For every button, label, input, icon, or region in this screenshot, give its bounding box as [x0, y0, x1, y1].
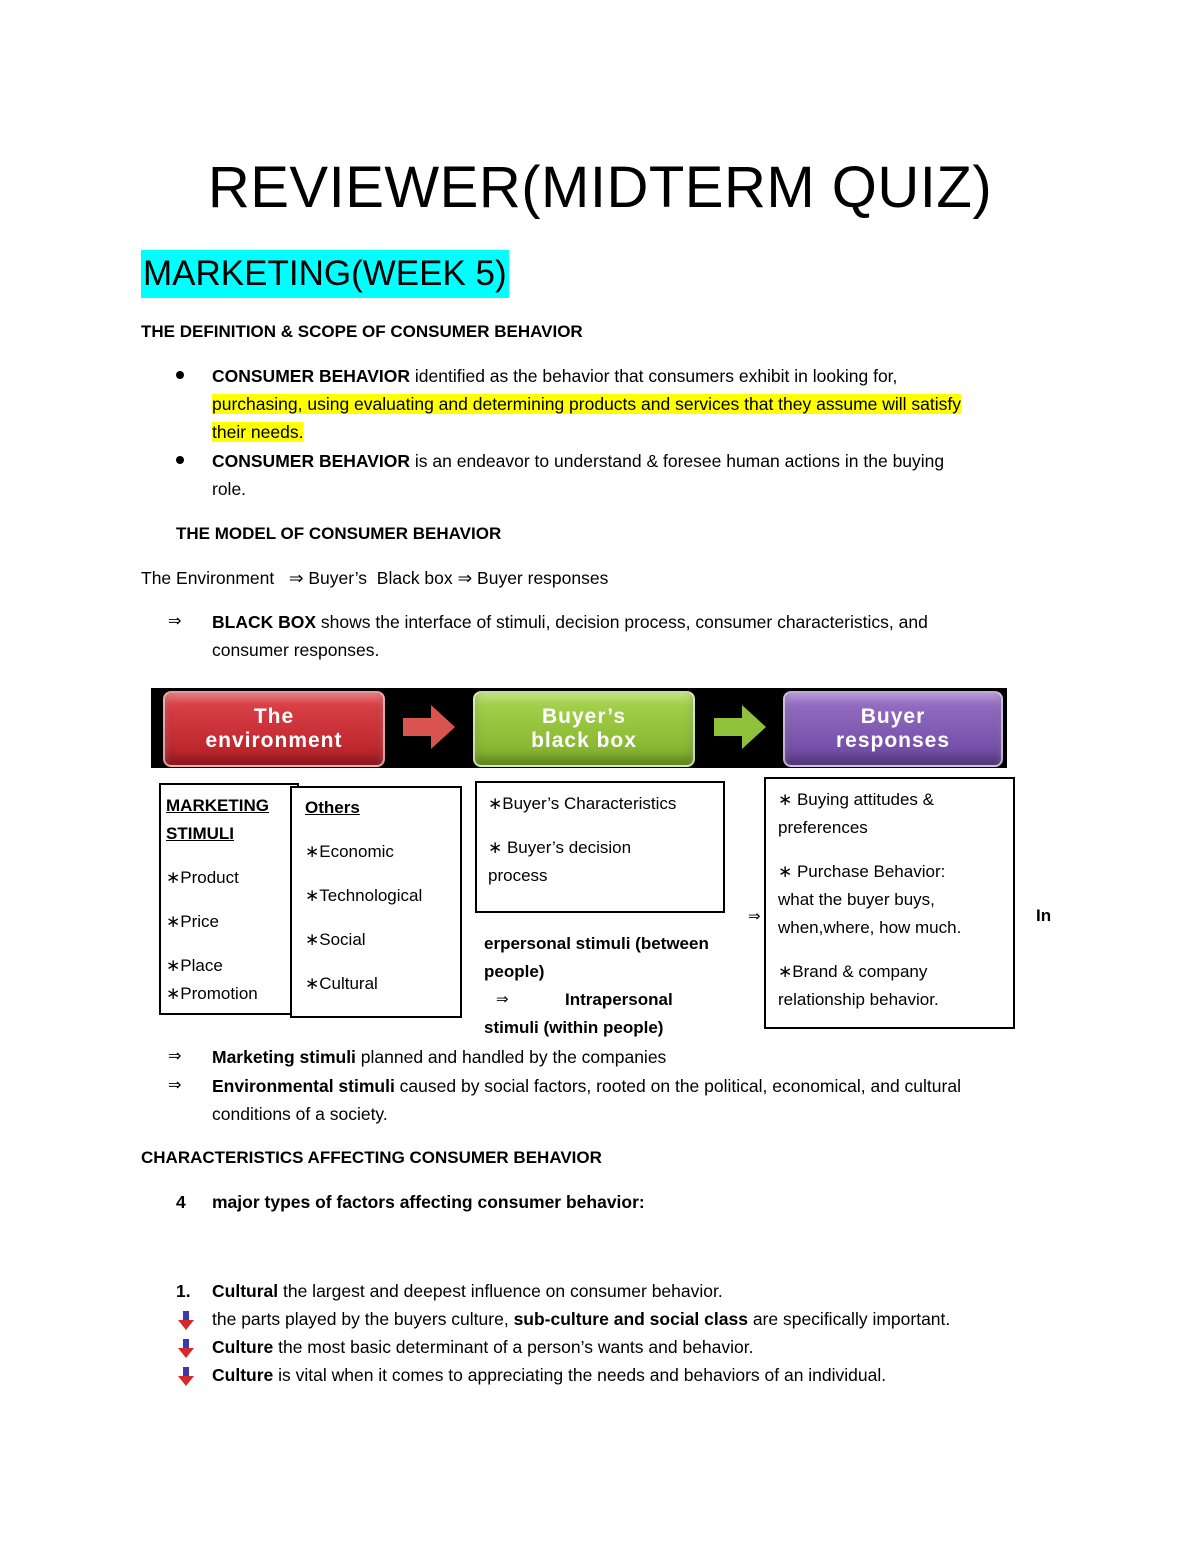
section-heading-characteristics: CHARACTERISTICS AFFECTING CONSUMER BEHAVIOR — [141, 1148, 602, 1167]
response-item: relationship behavior. — [778, 990, 939, 1009]
stimulus-item: ∗Cultural — [305, 974, 378, 993]
response-item: ∗ Buying attitudes & — [778, 790, 934, 809]
response-item: when,where, how much. — [778, 918, 962, 937]
arrow-icon: ⇒ — [168, 1048, 182, 1065]
stimulus-item: ∗Technological — [305, 886, 423, 905]
box-heading: STIMULI — [166, 824, 234, 843]
bullet-icon — [176, 456, 184, 464]
arrow-icon: ⇒ — [168, 1077, 182, 1094]
highlighted-text: purchasing, using evaluating and determining products and services that they assume will satisfy — [212, 394, 962, 414]
definition-text: role. — [212, 479, 247, 499]
right-arrow-icon — [403, 705, 455, 749]
right-arrow-icon — [714, 705, 766, 749]
list-number: 1. — [176, 1281, 191, 1301]
stimulus-item: ∗Product — [166, 868, 239, 887]
response-item: ∗ Purchase Behavior: — [778, 862, 946, 881]
term-consumer-behavior: CONSUMER BEHAVIOR — [212, 451, 411, 471]
arrow-icon: ⇒ — [748, 908, 761, 925]
response-item: ∗Brand & company — [778, 962, 928, 981]
item-text: are specifically important. — [747, 1309, 951, 1329]
pill-label: black box — [531, 729, 637, 752]
blackbox-item: ∗Buyer’s Characteristics — [488, 794, 677, 813]
note-text: conditions of a society. — [212, 1104, 388, 1124]
blackbox-item: ∗ Buyer’s decision — [488, 838, 632, 857]
stimulus-item: ∗Place — [166, 956, 223, 975]
definition-bullet-1 — [212, 362, 1072, 446]
document-title: REVIEWER(MIDTERM QUIZ) — [207, 155, 993, 220]
stimulus-item: ∗Social — [305, 930, 366, 949]
culture-subitem-1 — [212, 1305, 950, 1333]
term-consumer-behavior: CONSUMER BEHAVIOR — [212, 366, 411, 386]
pill-environment — [163, 691, 385, 767]
term-subculture: sub-culture and social class — [513, 1309, 748, 1329]
interpersonal-note — [484, 930, 709, 986]
note-text: caused by social factors, rooted on the political, economical, and cultural — [394, 1076, 961, 1096]
definition-text: identified as the behavior that consumers exhibit in looking for, — [410, 366, 898, 386]
term-marketing-stimuli: Marketing stimuli — [212, 1047, 356, 1067]
blackbox-content — [488, 790, 676, 890]
pill-label: Buyer’s — [541, 705, 627, 728]
highlighted-text: their needs. — [212, 422, 304, 442]
pill-label: responses — [835, 729, 951, 752]
term-black-box: BLACK BOX — [212, 612, 317, 632]
blackbox-description — [212, 608, 1072, 664]
section-heading-model: THE MODEL OF CONSUMER BEHAVIOR — [176, 524, 502, 543]
blackbox-text: shows the interface of stimuli, decision process, consumer characteristics, and — [316, 612, 928, 632]
down-arrow-icon — [177, 1339, 195, 1359]
blackbox-text: consumer responses. — [212, 640, 380, 660]
section-heading-definition: THE DEFINITION & SCOPE OF CONSUMER BEHAVIOR — [141, 322, 583, 341]
note-text: planned and handled by the companies — [355, 1047, 667, 1067]
item-text: the parts played by the buyers culture, — [212, 1309, 514, 1329]
others-content — [305, 794, 422, 998]
term-culture: Culture — [212, 1337, 274, 1357]
in-label: In — [1036, 906, 1052, 925]
down-arrow-icon — [177, 1367, 195, 1387]
interpersonal-text: people) — [484, 962, 545, 981]
term-cultural: Cultural — [212, 1281, 279, 1301]
item-text: the most basic determinant of a person’s wants and behavior. — [273, 1337, 754, 1357]
stimulus-item: ∗Economic — [305, 842, 394, 861]
marketing-stimuli-note — [212, 1043, 666, 1071]
blackbox-item: process — [488, 866, 548, 885]
pill-responses — [783, 691, 1003, 767]
arrow-icon: ⇒ — [496, 991, 509, 1008]
down-arrow-icon — [177, 1311, 195, 1331]
response-item: preferences — [778, 818, 868, 837]
arrow-icon: ⇒ — [168, 613, 182, 630]
term-environmental-stimuli: Environmental stimuli — [212, 1076, 395, 1096]
definition-text: is an endeavor to understand & foresee human actions in the buying — [410, 451, 945, 471]
factor-count: 4 — [176, 1192, 186, 1212]
stimulus-item: ∗Promotion — [166, 984, 258, 1003]
box-heading: Others — [305, 798, 360, 817]
intrapersonal-text: stimuli (within people) — [484, 1018, 664, 1037]
interpersonal-text: erpersonal stimuli (between — [484, 934, 709, 953]
pill-label: The — [253, 705, 295, 728]
marketing-stimuli-content — [166, 792, 269, 1008]
culture-subitem-3 — [212, 1361, 886, 1389]
item-text: the largest and deepest influence on consumer behavior. — [278, 1281, 723, 1301]
responses-content — [778, 786, 961, 1014]
response-item: what the buyer buys, — [778, 890, 935, 909]
pill-label: Buyer — [860, 705, 926, 728]
pill-label: environment — [205, 729, 343, 752]
week-heading: MARKETING(WEEK 5) — [141, 250, 509, 298]
bullet-icon — [176, 371, 184, 379]
model-banner — [151, 688, 1007, 768]
definition-bullet-2 — [212, 447, 1072, 503]
term-culture: Culture — [212, 1365, 274, 1385]
intrapersonal-text: Intrapersonal — [565, 990, 673, 1009]
environmental-stimuli-note — [212, 1072, 1092, 1128]
pill-blackbox — [473, 691, 695, 767]
factors-heading: major types of factors affecting consumer behavior: — [212, 1192, 645, 1212]
box-heading: MARKETING — [166, 796, 269, 815]
item-text: is vital when it comes to appreciating the needs and behaviors of an individual. — [273, 1365, 887, 1385]
model-flow-line: The Environment ⇒ Buyer’s Black box ⇒ Buyer responses — [141, 568, 609, 588]
stimulus-item: ∗Price — [166, 912, 219, 931]
culture-subitem-2 — [212, 1333, 753, 1361]
cultural-item — [212, 1277, 723, 1305]
